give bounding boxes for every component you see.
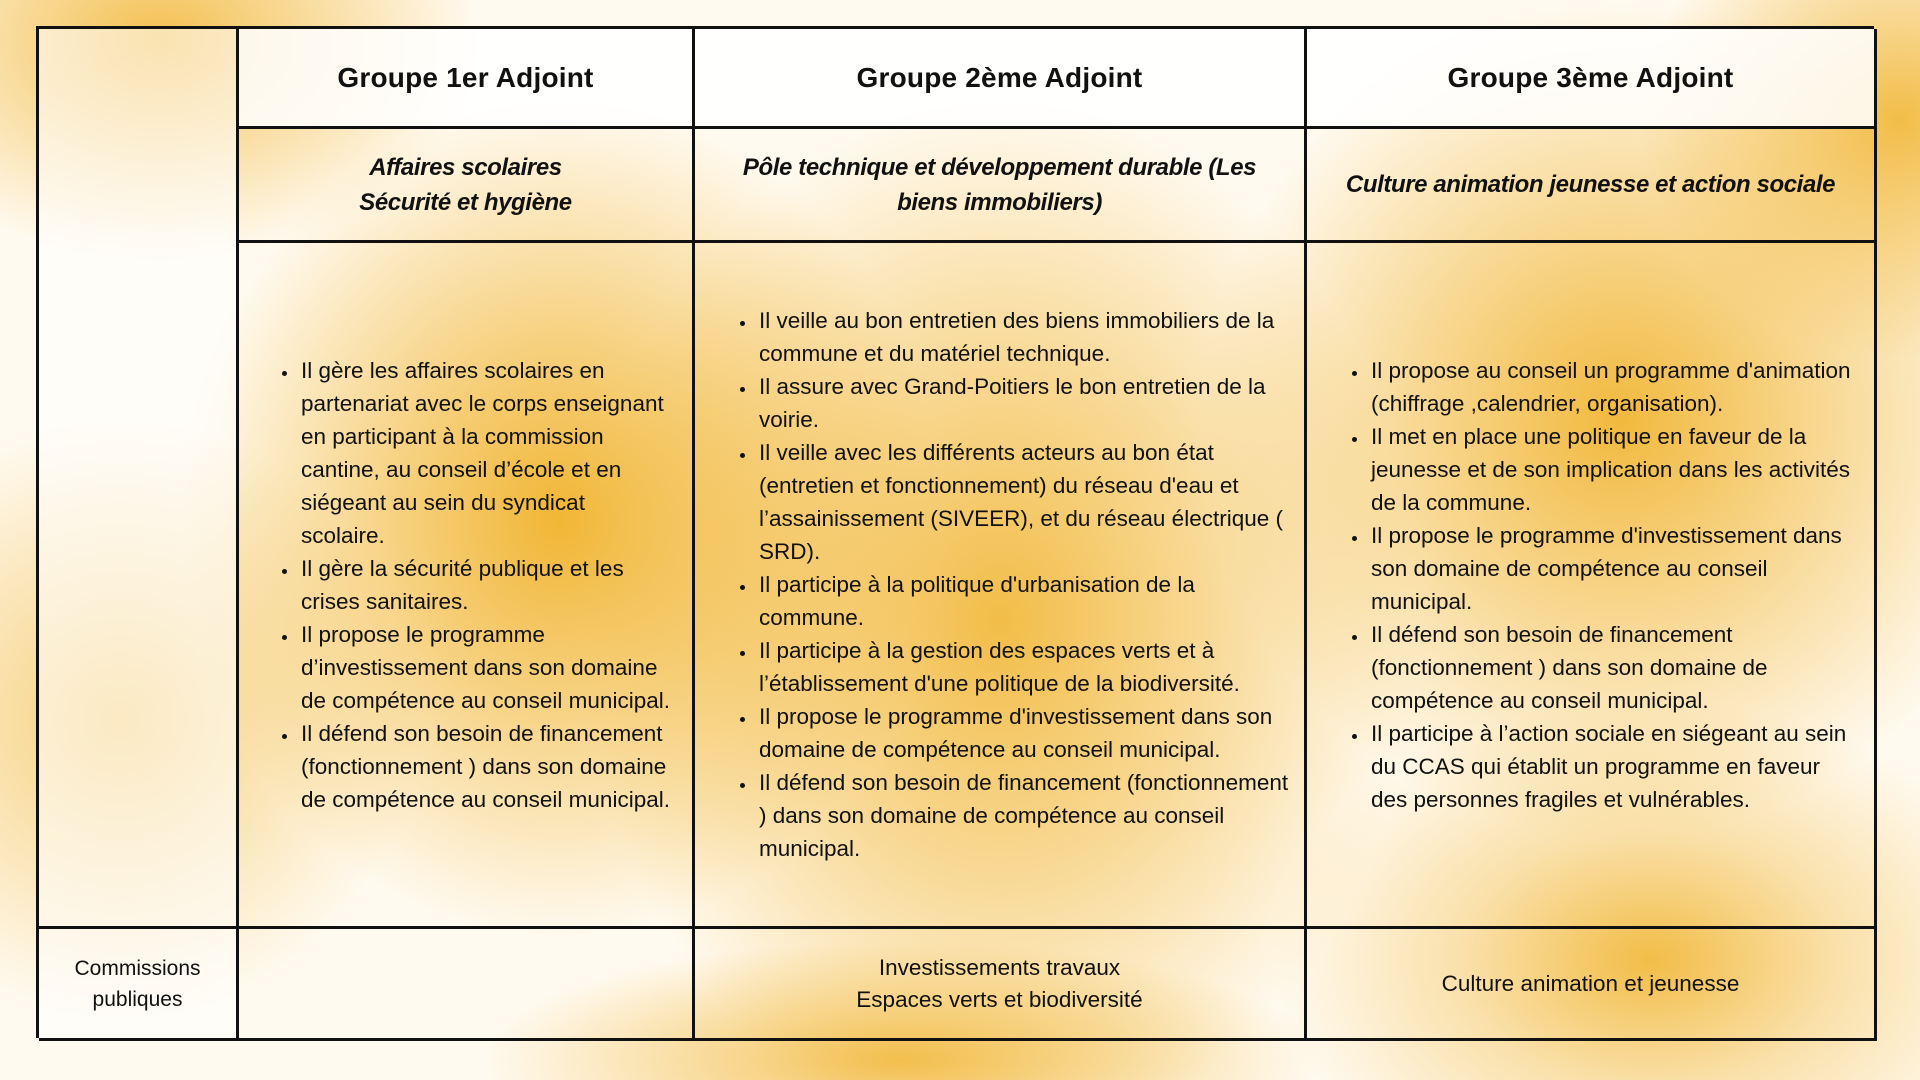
commission-value-3: Culture animation et jeunesse bbox=[1441, 970, 1740, 996]
responsibility-list-1 bbox=[239, 354, 692, 816]
footer-label-cell bbox=[39, 929, 239, 1041]
header-groupe-3: Groupe 3ème Adjoint bbox=[1447, 61, 1734, 93]
commission-value-2: Investissements travaux Espaces verts et biodiversité bbox=[856, 954, 1143, 1012]
list-item: • Il propose le programme d’investissement dans son domaine de compétence au conseil municipal. bbox=[299, 618, 672, 717]
footer-cell-2 bbox=[695, 929, 1307, 1041]
header-cell-2 bbox=[695, 29, 1307, 129]
subtitle-groupe-2: Pôle technique et développement durable (Les biens immobiliers) bbox=[742, 153, 1257, 216]
list-item: • Il assure avec Grand-Poitiers le bon entretien de la voirie. bbox=[757, 370, 1292, 436]
list-item: • Il participe à l’action sociale en siégeant au sein du CCAS qui établit un programme en faveur des personnes fragiles et vulnérables. bbox=[1369, 717, 1860, 816]
header-cell-1 bbox=[239, 29, 695, 129]
header-groupe-2: Groupe 2ème Adjoint bbox=[856, 61, 1143, 93]
footer-cell-3 bbox=[1307, 929, 1877, 1041]
header-groupe-1: Groupe 1er Adjoint bbox=[337, 61, 594, 93]
list-item: • Il gère les affaires scolaires en partenariat avec le corps enseignant en participant à la commission cantine, au conseil d’école et en siégeant au sein du syndicat scolaire. bbox=[299, 354, 672, 552]
list-item: • Il défend son besoin de financement (fonctionnement ) dans son domaine de compétence au conseil municipal. bbox=[757, 766, 1292, 865]
header-cell-3 bbox=[1307, 29, 1877, 129]
list-item: • Il veille avec les différents acteurs au bon état (entretien et fonctionnement) du réseau d'eau et l’assainissement (SIVEER), et du réseau électrique ( SRD). bbox=[757, 436, 1292, 568]
subtitle-groupe-1: Affaires scolaires Sécurité et hygiène bbox=[359, 153, 572, 216]
subtitle-cell-2 bbox=[695, 129, 1307, 243]
subtitle-groupe-3: Culture animation jeunesse et action sociale bbox=[1345, 171, 1836, 198]
list-item: • Il met en place une politique en faveur de la jeunesse et de son implication dans les activités de la commune. bbox=[1369, 420, 1860, 519]
footer-cell-1 bbox=[239, 929, 695, 1041]
list-item: • Il défend son besoin de financement (fonctionnement ) dans son domaine de compétence au conseil municipal. bbox=[1369, 618, 1860, 717]
list-item: • Il défend son besoin de financement (fonctionnement ) dans son domaine de compétence au conseil municipal. bbox=[299, 717, 672, 816]
content-cell-2 bbox=[695, 243, 1307, 929]
list-item: • Il propose le programme d'investissement dans son domaine de compétence au conseil municipal. bbox=[757, 700, 1292, 766]
list-item: • Il participe à la gestion des espaces verts et à l’établissement d'une politique de la biodiversité. bbox=[757, 634, 1292, 700]
responsibility-list-3 bbox=[1307, 354, 1874, 816]
list-item: • Il propose au conseil un programme d'animation (chiffrage ,calendrier, organisation). bbox=[1369, 354, 1860, 420]
list-item: • Il gère la sécurité publique et les crises sanitaires. bbox=[299, 552, 672, 618]
list-item: • Il veille au bon entretien des biens immobiliers de la commune et du matériel technique. bbox=[757, 304, 1292, 370]
list-item: • Il participe à la politique d'urbanisation de la commune. bbox=[757, 568, 1292, 634]
content-cell-1 bbox=[239, 243, 695, 929]
content-cell-3 bbox=[1307, 243, 1877, 929]
commissions-publiques-label: Commissions publiques bbox=[74, 956, 201, 1011]
responsibility-list-2 bbox=[695, 304, 1304, 865]
subtitle-cell-3 bbox=[1307, 129, 1877, 243]
commissions-table bbox=[36, 26, 1874, 1038]
row-label-empty-cell bbox=[39, 29, 239, 929]
subtitle-cell-1 bbox=[239, 129, 695, 243]
list-item: • Il propose le programme d'investissement dans son domaine de compétence au conseil municipal. bbox=[1369, 519, 1860, 618]
